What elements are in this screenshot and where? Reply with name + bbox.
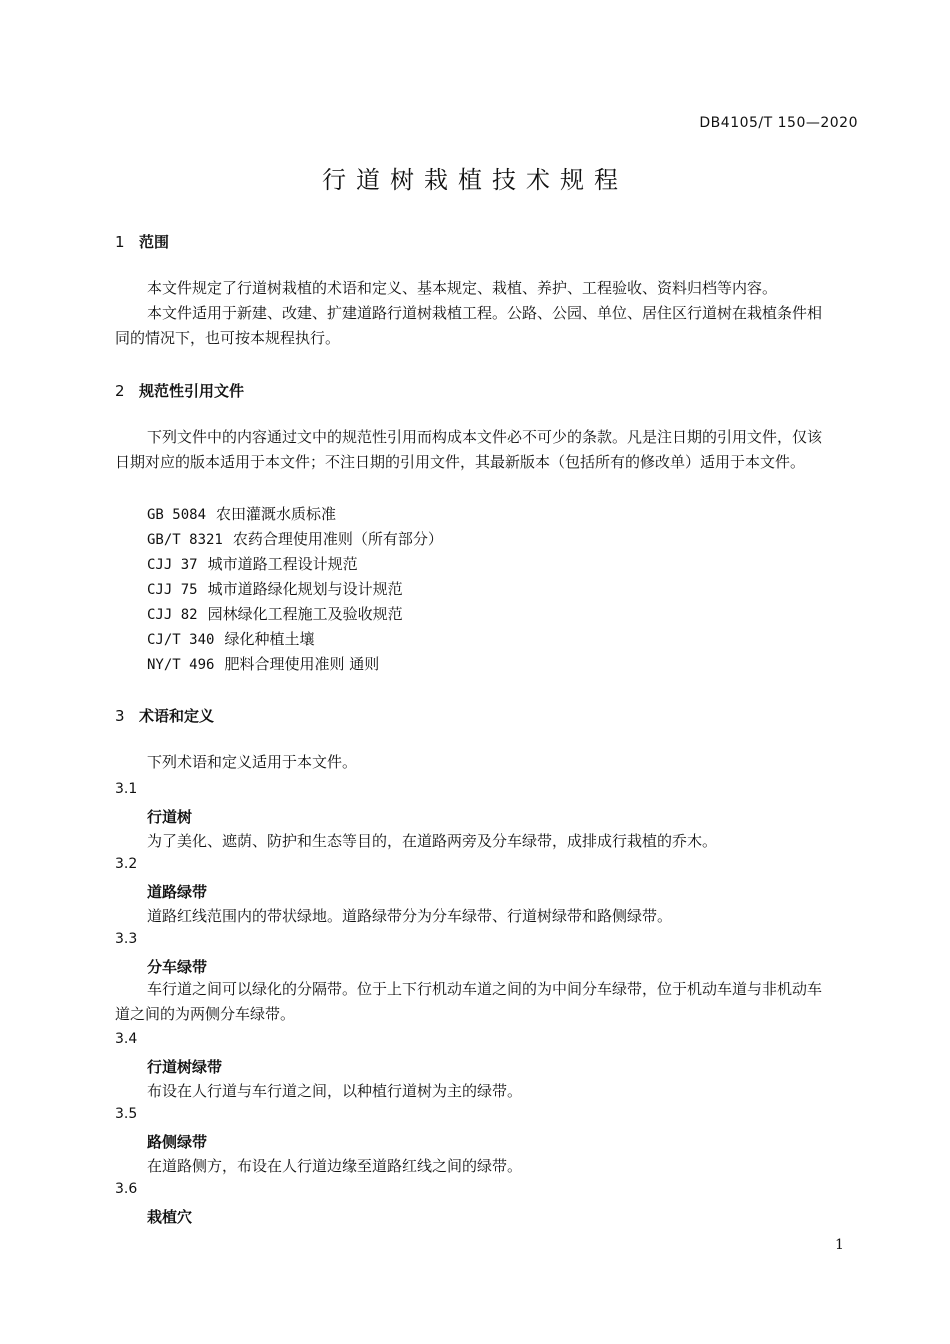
section-title: 术语和定义 [139,707,215,725]
reference-name: 城市道路工程设计规范 [207,555,358,573]
reference-code: NY/T 496 [147,657,215,673]
section-1-heading [115,231,169,252]
reference-item [147,553,358,574]
document-title: 行道树栽植技术规程 [322,166,628,194]
reference-name: 城市道路绿化规划与设计规范 [207,580,403,598]
term-definition: 车行道之间可以绿化的分隔带。位于上下行机动车道之间的为中间分车绿带，位于机动车道与非机动车道之间的为两侧分车绿带。 [115,980,823,1023]
term-number: 3.6 [115,1181,138,1197]
term-definition: 道路红线范围内的带状绿地。道路绿带分为分车绿带、行道树绿带和路侧绿带。 [147,907,673,925]
term-number: 3.2 [115,856,138,872]
reference-item [147,503,336,524]
reference-code: CJJ 82 [147,607,198,623]
term-number: 3.1 [115,781,138,797]
term-name: 分车绿带 [147,958,208,976]
reference-item [147,603,403,624]
reference-item [147,578,403,599]
section-title: 规范性引用文件 [139,382,245,400]
term-number: 3.4 [115,1031,138,1047]
section-title: 范围 [139,233,170,251]
reference-name: 绿化种植土壤 [224,630,315,648]
page-number: 1 [835,1237,844,1253]
section-3-heading [115,705,214,726]
term-name: 行道树绿带 [147,1058,223,1076]
reference-code: GB/T 8321 [147,532,223,548]
term-definition: 在道路侧方，布设在人行道边缘至道路红线之间的绿带。 [147,1157,523,1175]
term-name: 道路绿带 [147,883,208,901]
term-definition: 布设在人行道与车行道之间，以种植行道树为主的绿带。 [147,1082,523,1100]
normative-references-paragraph: 下列文件中的内容通过文中的规范性引用而构成本文件必不可少的条款。凡是注日期的引用文件，仅该日期对应的版本适用于本文件；不注日期的引用文件，其最新版本（包括所有的修改单）适用于本文件。 [115,428,823,471]
reference-name: 肥料合理使用准则 通则 [224,655,380,673]
term-name: 栽植穴 [147,1208,193,1226]
reference-name: 农田灌溉水质标准 [216,505,337,523]
reference-code: GB 5084 [147,507,207,523]
terms-intro: 下列术语和定义适用于本文件。 [147,753,358,771]
reference-code: CJJ 75 [147,582,198,598]
reference-item [147,528,443,549]
reference-code: CJJ 37 [147,557,198,573]
term-definition: 为了美化、遮荫、防护和生态等目的，在道路两旁及分车绿带，成排成行栽植的乔木。 [147,832,718,850]
standard-code: DB4105/T 150—2020 [699,115,858,131]
reference-item [147,653,379,674]
reference-item [147,628,314,649]
term-name: 行道树 [147,808,193,826]
section-number: 2 [115,382,125,400]
reference-code: CJ/T 340 [147,632,215,648]
section-number: 1 [115,233,125,251]
term-name: 路侧绿带 [147,1133,208,1151]
term-number: 3.5 [115,1106,138,1122]
section-2-heading [115,380,244,401]
scope-paragraph-1: 本文件规定了行道树栽植的术语和定义、基本规定、栽植、养护、工程验收、资料归档等内容。 [147,279,778,297]
term-number: 3.3 [115,931,138,947]
reference-name: 农药合理使用准则（所有部分） [232,530,443,548]
section-number: 3 [115,707,125,725]
scope-paragraph-2: 本文件适用于新建、改建、扩建道路行道树栽植工程。公路、公园、单位、居住区行道树在栽植条件相同的情况下，也可按本规程执行。 [115,304,823,347]
reference-name: 园林绿化工程施工及验收规范 [207,605,403,623]
